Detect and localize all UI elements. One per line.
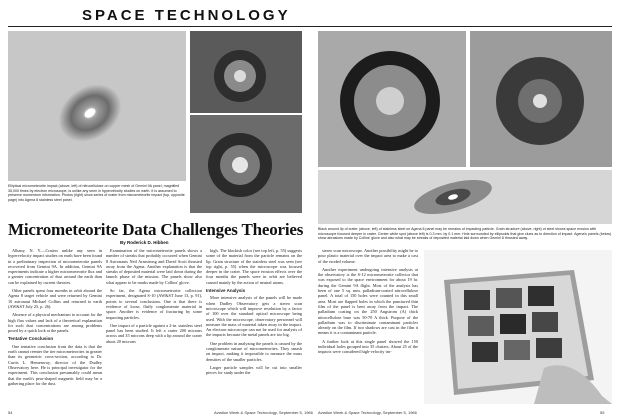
- article-column-3: high. The blackish color (see top left, p. 55) suggests some of the material from the particle remains on the lip. Grain structure of the stainless steel was seen (see top right, p. 55) when the microscope was focused deeper in the crater. The space erosion effects over the four months the panels were in orbit are believed caused mainly by the action of neutral atoms. Intensive Analysis More intensive analysis of the panels will be made when Dudley Observatory gets a stereo scan microscope which will improve resolution by a factor of 100 over the standard optical microscope being used. With the microscope, observatory personnel will measure the mass of material taken away in the impact. An electron microscope can not be used for analysis of the impacts because the metal panels are too big. One problem in analyzing the panels is caused by the conglomerate nature of micrometeorites. They smash on impact, making it impossible to measure the mass densities of the smaller particles. Larger particle samples will be cut into smaller pieces for study under the: [206, 248, 302, 376]
- subhead-tentative-conclusion: Tentative Conclusion: [8, 336, 54, 342]
- caption-left: Elliptical micrometeorite impact (above, left) of nitrocellulose on copper mesh of Gemini 9A panel, magnified 35,000 times by electron microscope, is unlike any seen in hypervelocity studies on earth. It is assumed to preserve momentum information. Photos (right) show series of crater from micrometeorite impact (top, opposite page) into Agena 8 stainless steel panel.: [8, 184, 185, 202]
- article-byline: By Roderick D. Hibben: [120, 240, 169, 245]
- left-publication-line: Aviation Week & Space Technology, September 5, 1966: [214, 410, 313, 415]
- photo-crater-series-2: [190, 115, 302, 213]
- subhead-intensive-analysis: Intensive Analysis: [206, 288, 246, 294]
- article-column-2: Examination of the micrometeorite panels shows a number of streaks that probably occurred when Gemini 8 Astronauts Neil Armstrong and David Scott thrusted away from the Agena. Another explanation is that the streaks of deposited material were laid down during the launch phase of the mission. The panels show also what appear to be marks made by Collins' glove. So far, the Agena micrometeorite collection experiment, designated S-10 (AW&ST June 13, p. 91), points to several conclusions. One is that there is evidence of loose, fluffy conglomerate material in space. Another is evidence of fracturing by some impacting particles. One impact of a particle against a 2-in. stainless steel panel has been studied. It left a crater 200 microns across and 35 microns deep with a lip around the crater about 20 microns: [106, 248, 202, 344]
- photo-crater-series-1: [190, 31, 302, 113]
- right-page-number: 55: [600, 410, 605, 415]
- photo-agena-panels: [424, 250, 612, 404]
- article-column-1: Albany, N. Y.—Craters unlike any seen in hypervelocity impact studies on earth have been found in a preliminary inspection of micrometeorite panels recovered from Gemini 9A. In addition, Gemini 9A experiments indicate a higher micrometeorite flux and a greater concentration of dust around the earth than can be explained by current theories. Other panels spent four months in orbit aboard the Agena 8 target vehicle and were returned by Gemini 10 astronaut Michael Collins and returned to earth (AW&ST July 25, p. 26). Absence of a physical mechanism to account for the high flux values and lack of a theoretical explanation for such dust concentrations are among problems posed by a quick look at the panels. Tentative Conclusion One tentative conclusion from the data is that the earth cannot reenter the tier micrometeorites in greater than its geometric cross-section, according to Dr. Curtis L. Hemenway, director of the Dudley Observatory here. He is principal investigator for the experiment. This conclusion presumably could mean that the earth's pear-shaped magnetic field may be a gathering place for the dust.: [8, 248, 102, 386]
- article-column-4: stereo scan microscope. Another possibility might be to pour plastic material over the impact area to make a cast of the eroded volume. Another experiment undergoing intensive analysis at the observatory is the S-12 micrometeorite collector that was exposed to the space environment for about 19 hr. during the Gemini 9A flight. Most of the analysis has been of one 5 sq. mm. palladium-coated nitrocellulose panel. A total of 150 holes were counted in this small area. Most are flapped holes in which the punctured thin film of the panel is bent away from the impact. The palladium coating on the 250 Angstrom (A) thick nitrocellulose base was 50-70 A thick. Purpose of the palladium was to discriminate contaminant particles already on the film. If two shadows are cast in the film it means it is a contaminant particle. A further look at this single panel showed the 150 individual holes grouped into 35 clusters. About 25 of the impacts were considered high-velocity im-: [318, 248, 418, 355]
- photo-black-lip-crater: [318, 31, 466, 167]
- article-headline: Micrometeorite Data Challenges Theories: [8, 220, 304, 239]
- photo-grain-structure: [470, 31, 612, 167]
- left-page-number: 54: [8, 410, 13, 415]
- section-title: SPACE TECHNOLOGY: [82, 7, 291, 24]
- photo-ellipsoid-hole: [318, 170, 612, 224]
- header-rule: [8, 26, 612, 27]
- photo-elliptical-impact: [8, 31, 186, 181]
- caption-right: Black around lip of crater (above, left) of stainless steel on Agena 8 panel may be remains of impacting particle. Grain structure (above, right) of steel shows space erosion with microscope focused deeper in crater. Center white spot (above left) is 0.3 mm. by 0.1 mm. Hole surrounded by ellipsoids that give clues as to direction of impact. Agena's panels (below) show abrasions made by Collins' glove and also what may be streaks of deposited material laid down when Gemini 8 thrusted away.: [318, 227, 612, 241]
- right-publication-line: Aviation Week & Space Technology, September 5, 1966: [318, 410, 417, 415]
